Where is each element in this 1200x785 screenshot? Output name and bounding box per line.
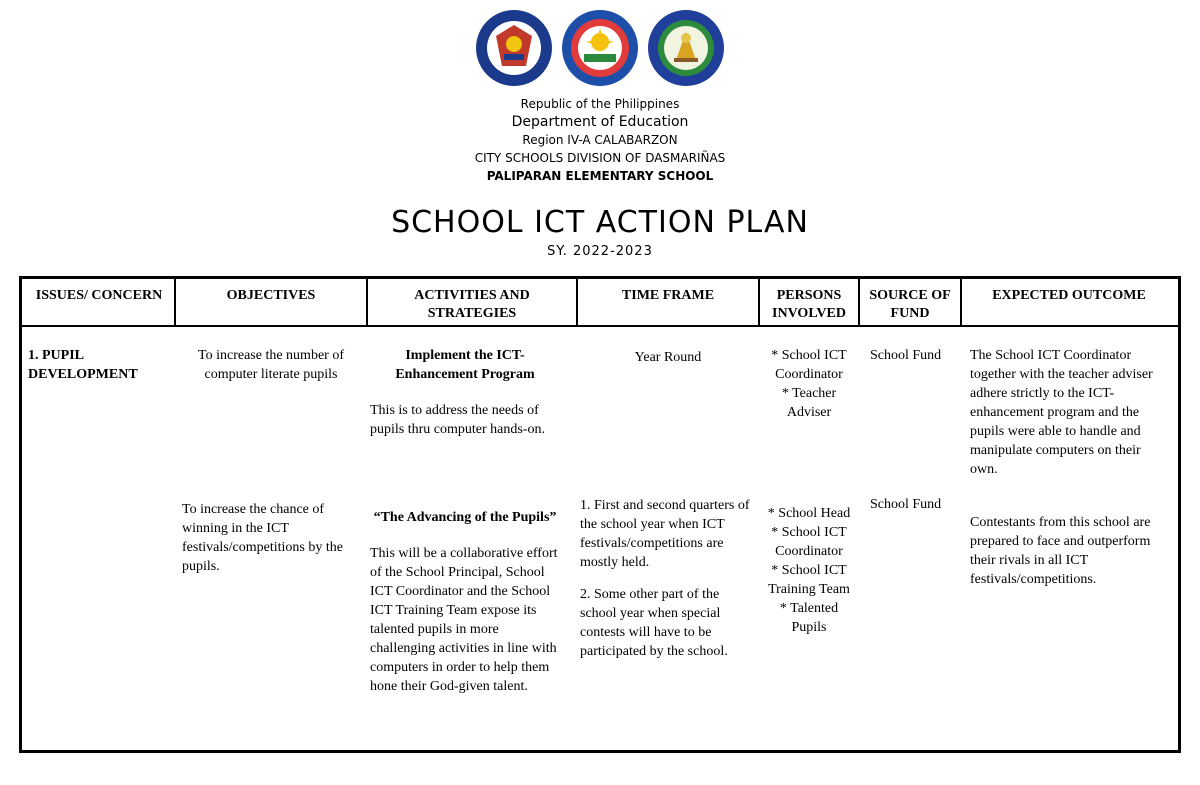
- person-item: * School ICT Coordinator: [771, 525, 847, 559]
- time-frame-1: Year Round: [634, 350, 702, 365]
- column-divider: [858, 279, 860, 326]
- department-line: Department of Education: [511, 114, 689, 130]
- region-line: Region IV-A CALABARZON: [522, 133, 678, 147]
- school-seal-logo: [560, 8, 640, 88]
- person-item: * Talented Pupils: [779, 601, 839, 635]
- activity-1-description: This is to address the needs of pupils thru computer hands-on.: [370, 403, 545, 437]
- header-activities: ACTIVITIES AND STRATEGIES: [414, 288, 530, 321]
- time-frame-2-second: 2. Some other part of the school year when special contests will have to be participated by the school.: [580, 587, 728, 659]
- person-item: * Teacher Adviser: [781, 386, 837, 420]
- document-header: [0, 95, 1200, 185]
- republic-line: Republic of the Philippines: [520, 97, 680, 111]
- school-name: PALIPARAN ELEMENTARY SCHOOL: [486, 169, 714, 183]
- document-title: SCHOOL ICT ACTION PLAN: [391, 205, 809, 240]
- person-item: * School ICT Training Team: [768, 563, 850, 597]
- persons-1: [762, 346, 856, 422]
- header-divider: [22, 325, 1178, 327]
- header-issues: ISSUES/ CONCERN: [35, 288, 163, 303]
- header-objectives: OBJECTIVES: [226, 288, 316, 303]
- column-divider: [576, 279, 578, 326]
- activity-2: [370, 508, 560, 696]
- objective-2: To increase the chance of winning in the ICT festivals/competitions by the pupils.: [182, 502, 343, 574]
- logo-row: [0, 8, 1200, 88]
- header-source: SOURCE OF FUND: [869, 288, 951, 321]
- column-divider: [960, 279, 962, 326]
- activity-1-title: Implement the ICT-Enhancement Program: [395, 348, 535, 382]
- column-divider: [174, 279, 176, 326]
- header-time-frame: TIME FRAME: [621, 288, 715, 303]
- column-divider: [758, 279, 760, 326]
- person-item: * School Head: [767, 506, 851, 521]
- issue-cell: 1. PUPIL DEVELOPMENT: [28, 348, 138, 382]
- activity-2-title: “The Advancing of the Pupils”: [373, 510, 557, 525]
- division-seal-logo: [646, 8, 726, 88]
- school-year: SY. 2022-2023: [547, 244, 653, 259]
- header-outcome: EXPECTED OUTCOME: [992, 288, 1146, 303]
- time-frame-2: [580, 496, 752, 661]
- outcome-2: Contestants from this school are prepared to face and outperform their rivals in all ICT festivals/competitions.: [970, 515, 1151, 587]
- action-plan-table: [19, 276, 1181, 753]
- header-persons: PERSONS INVOLVED: [772, 288, 846, 321]
- time-frame-2-first: 1. First and second quarters of the school year when ICT festivals/competitions are mostly held.: [580, 498, 750, 570]
- persons-2: [762, 504, 856, 637]
- activity-2-description: This will be a collaborative effort of the School Principal, School ICT Coordinator and the School ICT Training Team expose its talented pupils in more challenging activities in line with computers in order to help them hone their God-given talent.: [370, 546, 558, 694]
- source-1: School Fund: [870, 348, 942, 363]
- deped-seal-logo: [474, 8, 554, 88]
- activity-1: [370, 346, 560, 439]
- person-item: * School ICT Coordinator: [771, 348, 847, 382]
- column-divider: [366, 279, 368, 326]
- division-line: CITY SCHOOLS DIVISION OF DASMARIÑAS: [474, 151, 726, 165]
- objective-1: To increase the number of computer literate pupils: [198, 348, 344, 382]
- source-2: School Fund: [870, 497, 942, 512]
- outcome-1: The School ICT Coordinator together with the teacher adviser adhere strictly to the ICT-enhancement program and the pupils were able to handle and manipulate computers on their own.: [970, 348, 1153, 477]
